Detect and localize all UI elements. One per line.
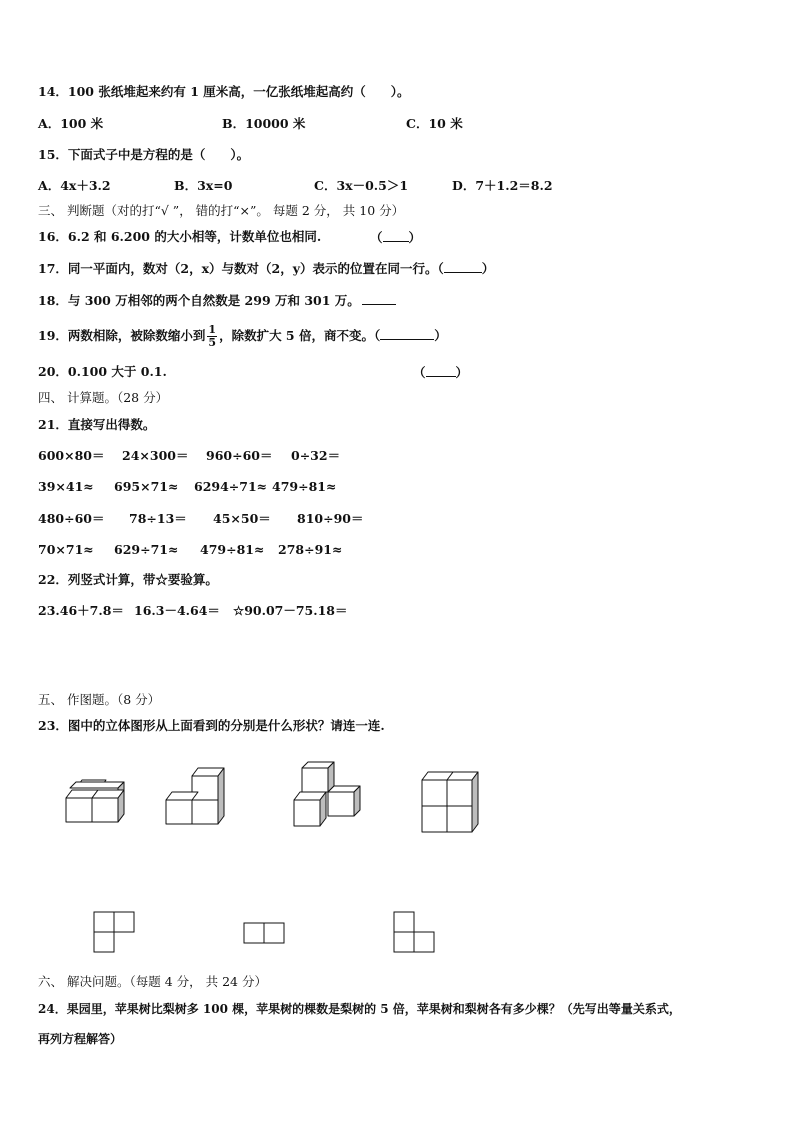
q18-answer-blank[interactable] [362, 292, 396, 305]
calc-item: 0÷32＝ [291, 448, 341, 463]
calc-item: 480÷60＝ [38, 511, 105, 526]
question-22-title: 22．列竖式计算，带☆要验算。 [38, 572, 218, 587]
q15-option-d: D．7＋1.2＝8.2 [452, 178, 553, 193]
q15-option-c: C．3x－0.5＞1 [314, 178, 409, 193]
question-15: 15．下面式子中是方程的是（ ）。 [38, 147, 250, 162]
vertical-calc-item: 16.3－4.64＝ [134, 603, 220, 618]
vertical-calc-item: 23.46＋7.8＝ [38, 603, 124, 618]
calc-item: 695×71≈ [114, 479, 179, 494]
calc-item: 629÷71≈ [114, 542, 179, 557]
top-view-1[interactable] [92, 910, 138, 956]
question-24-line-2: 再列方程解答） [38, 1032, 123, 1046]
calc-item: 960÷60＝ [206, 448, 273, 463]
question-17: 17．同一平面内，数对（2，x）与数对（2，y）表示的位置在同一行。（ ） [38, 261, 495, 276]
question-18 [38, 292, 396, 309]
calc-item: 6294÷71≈ [194, 479, 268, 494]
section-5-heading: 五、 作图题。（8 分） [38, 692, 161, 707]
question-14: 14．100 张纸堆起来约有 1 厘米高，一亿张纸堆起高约（ ）。 [38, 84, 410, 99]
q15-option-b: B．3x=0 [174, 178, 233, 193]
question-20 [38, 364, 167, 380]
calc-item: 78÷13＝ [129, 511, 187, 526]
calc-item: 479÷81≈ [200, 542, 265, 557]
fraction-one-fifth: $\frac{1}{5}$ [208, 323, 217, 349]
section-3-heading: 三、 判断题（对的打“√ ”， 错的打“×”。 每题 2 分， 共 10 分） [38, 203, 405, 218]
calc-item: 479÷81≈ [272, 479, 337, 494]
question-16 [38, 229, 321, 245]
section-4-heading: 四、 计算题。（28 分） [38, 390, 169, 405]
question-23: 23．图中的立体图形从上面看到的分别是什么形状？请连一连. [38, 718, 385, 733]
q17-text: 17．同一平面内，数对（2，x）与数对（2，y）表示的位置在同一行。（ [38, 261, 444, 276]
calc-item: 810÷90＝ [297, 511, 364, 526]
solid-figure-3[interactable] [290, 760, 362, 830]
top-view-3[interactable] [392, 910, 438, 956]
q20-answer-blank[interactable]: （ ） [413, 365, 469, 380]
calc-item: 70×71≈ [38, 542, 94, 557]
q19-answer-blank[interactable] [380, 327, 434, 340]
question-24-line-1: 24．果园里，苹果树比梨树多 100 棵，苹果树的棵数是梨树的 5 倍，苹果树和梨树各有多少棵？（先写出等量关系式， [38, 1002, 681, 1016]
solid-figure-4[interactable] [420, 770, 484, 834]
q20-text: 20．0.100 大于 0.1. [38, 364, 167, 379]
q18-text: 18．与 300 万相邻的两个自然数是 299 万和 301 万。 [38, 293, 360, 308]
calc-item: 278÷91≈ [278, 542, 343, 557]
question-19: 19．两数相除，被除数缩小到 $\frac{1}{5}$ ，除数扩大 5 倍，商不变。（ ） [38, 323, 447, 349]
calc-item: 39×41≈ [38, 479, 94, 494]
vertical-calc-item: ☆90.07－75.18＝ [233, 603, 348, 618]
q15-option-a: A．4x＋3.2 [38, 178, 111, 193]
section-6-heading: 六、 解决问题。（每题 4 分， 共 24 分） [38, 974, 267, 989]
solid-figure-1[interactable] [62, 778, 128, 826]
q14-option-b: B．10000 米 [222, 116, 306, 131]
top-view-2[interactable] [242, 921, 288, 945]
solid-figure-2[interactable] [164, 764, 228, 828]
calc-item: 600×80＝ [38, 448, 105, 463]
q16-answer-blank[interactable]: （ ） [370, 230, 422, 245]
question-21-title: 21．直接写出得数。 [38, 417, 156, 432]
q14-option-a: A．100 米 [38, 116, 104, 131]
q14-option-c: C．10 米 [406, 116, 463, 131]
calc-item: 45×50＝ [213, 511, 271, 526]
calc-item: 24×300＝ [122, 448, 189, 463]
q17-answer-blank[interactable] [444, 260, 482, 273]
q16-text: 16．6.2 和 6.200 的大小相等，计数单位也相同. [38, 229, 322, 244]
